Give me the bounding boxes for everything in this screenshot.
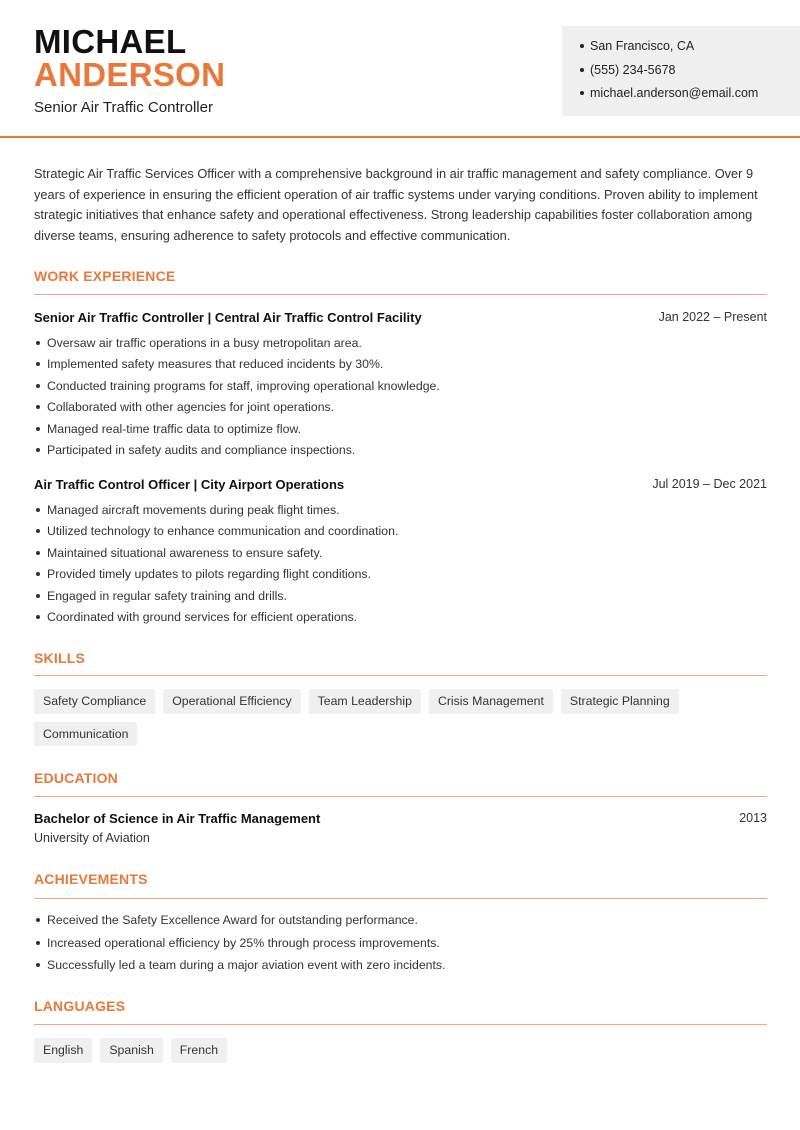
list-item: Collaborated with other agencies for joint operations.: [34, 398, 767, 416]
skill-tag: Safety Compliance: [34, 689, 155, 714]
list-item: Implemented safety measures that reduced incidents by 30%.: [34, 355, 767, 373]
last-name: ANDERSON: [34, 56, 226, 93]
list-item: Engaged in regular safety training and drills.: [34, 587, 767, 605]
job-title: Senior Air Traffic Controller | Central Air Traffic Control Facility: [34, 310, 422, 325]
divider: [34, 898, 767, 899]
work-experience-heading: WORK EXPERIENCE: [34, 268, 176, 284]
skills-tags: [34, 689, 774, 746]
job-bullets: [34, 334, 767, 459]
resume-header: [0, 0, 800, 138]
divider: [34, 796, 767, 797]
summary: Strategic Air Traffic Services Officer with a comprehensive background in air traffic management and safety compliance. Over 9 years of experience in ensuring the efficient operation of air traffic systems under varying conditions. Proven ability to implement strategic initiatives that enhance safety and operational effectiveness. Strong leadership capabilities foster collaboration among diverse teams, ensuring adherence to safety protocols and effective communication.: [34, 166, 758, 244]
list-item: Received the Safety Excellence Award for outstanding performance.: [34, 911, 767, 929]
language-tag: Spanish: [100, 1038, 162, 1063]
skill-tag: Communication: [34, 722, 137, 747]
divider: [34, 675, 767, 676]
language-tag: French: [171, 1038, 227, 1063]
list-item: Coordinated with ground services for efficient operations.: [34, 608, 767, 626]
first-name: MICHAEL: [34, 23, 187, 60]
skill-tag: Team Leadership: [309, 689, 421, 714]
achievements-list: [34, 911, 767, 974]
skill-tag: Operational Efficiency: [163, 689, 300, 714]
contact-box: [562, 26, 800, 116]
language-tag: English: [34, 1038, 92, 1063]
job-title: Air Traffic Control Officer | City Airport Operations: [34, 477, 345, 492]
education-school: University of Aviation: [34, 831, 150, 845]
role-title: Senior Air Traffic Controller: [34, 99, 213, 116]
education-degree: Bachelor of Science in Air Traffic Management: [34, 811, 321, 826]
list-item: Utilized technology to enhance communication and coordination.: [34, 522, 767, 540]
job-dates: Jul 2019 – Dec 2021: [652, 477, 767, 491]
contact-phone: (555) 234-5678: [580, 61, 800, 85]
job-bullets: [34, 501, 767, 626]
contact-list: [580, 37, 800, 108]
list-item: Increased operational efficiency by 25% through process improvements.: [34, 934, 767, 952]
skill-tag: Crisis Management: [429, 689, 553, 714]
list-item: Oversaw air traffic operations in a busy metropolitan area.: [34, 334, 767, 352]
list-item: Provided timely updates to pilots regarding flight conditions.: [34, 565, 767, 583]
skill-tag: Strategic Planning: [561, 689, 679, 714]
divider: [34, 294, 767, 295]
list-item: Managed real-time traffic data to optimize flow.: [34, 420, 767, 438]
contact-email[interactable]: michael.anderson@email.com: [580, 84, 800, 108]
languages-tags: [34, 1038, 774, 1063]
list-item: Participated in safety audits and compliance inspections.: [34, 441, 767, 459]
skills-heading: SKILLS: [34, 650, 85, 666]
job-dates: Jan 2022 – Present: [658, 310, 767, 324]
contact-location: San Francisco, CA: [580, 37, 800, 61]
languages-heading: LANGUAGES: [34, 998, 126, 1014]
list-item: Successfully led a team during a major aviation event with zero incidents.: [34, 956, 767, 974]
education-year: 2013: [739, 811, 767, 825]
list-item: Managed aircraft movements during peak flight times.: [34, 501, 767, 519]
education-heading: EDUCATION: [34, 770, 118, 786]
list-item: Maintained situational awareness to ensure safety.: [34, 544, 767, 562]
list-item: Conducted training programs for staff, improving operational knowledge.: [34, 377, 767, 395]
achievements-heading: ACHIEVEMENTS: [34, 871, 148, 887]
divider: [34, 1024, 767, 1025]
